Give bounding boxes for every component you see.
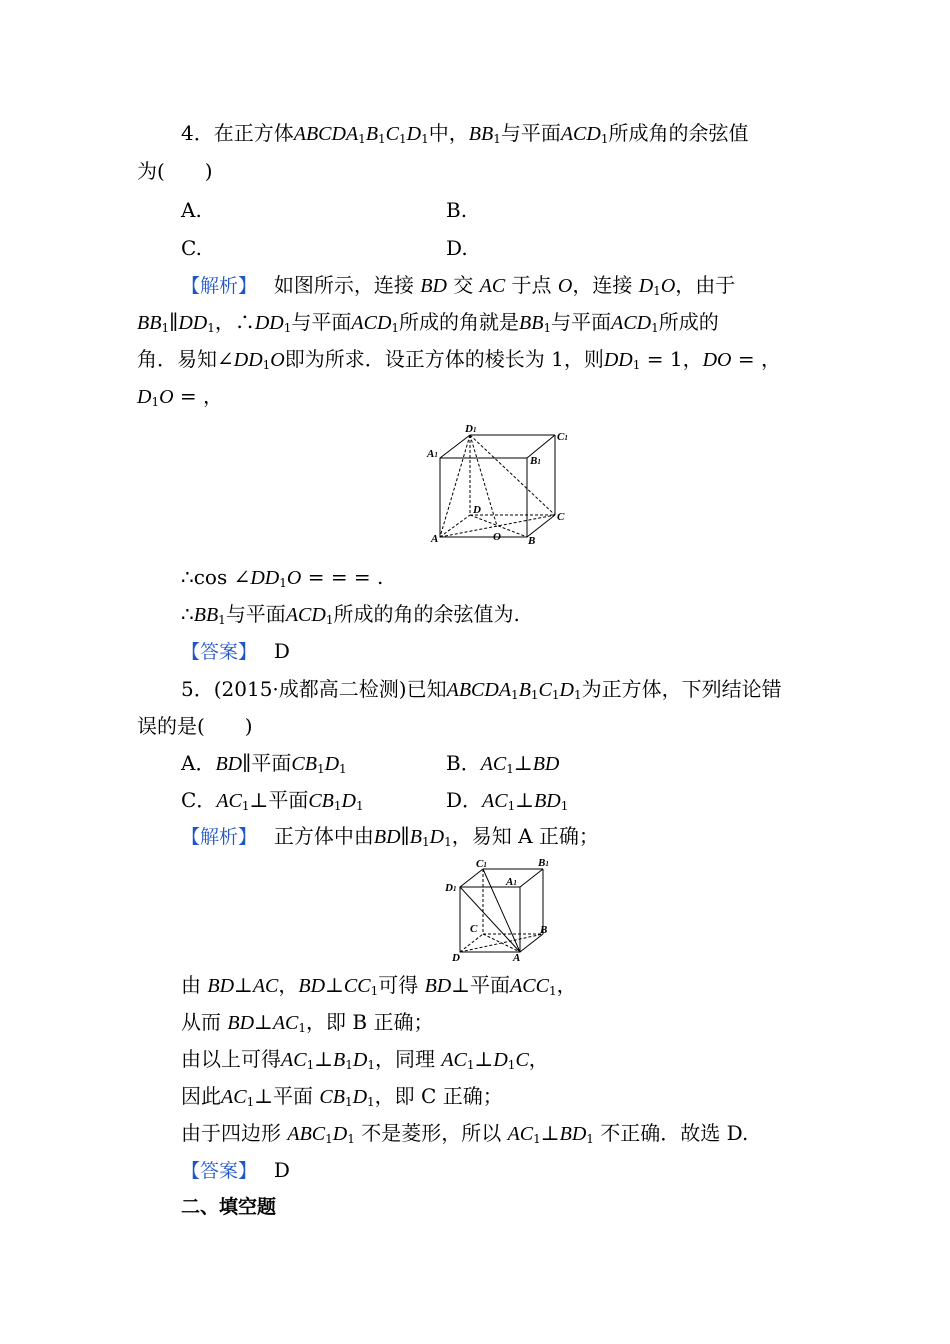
fig1-label-o: O	[493, 531, 501, 543]
fig2-label-b1: B1	[538, 857, 549, 869]
fig2-label-c: C	[470, 923, 478, 935]
fig1-label-b1: B1	[530, 455, 541, 467]
q4-answer: 【答案】 D	[181, 639, 290, 663]
section-heading: 二、填空题	[181, 1196, 277, 1218]
fig2-label-a1: A1	[506, 876, 517, 888]
cube-figure-1	[425, 420, 575, 550]
q4-cos-line: ∴cos $\angle DD_1O$ = = = .	[181, 565, 384, 590]
q4-answer-label: 【答案】	[181, 641, 248, 663]
cube-figure-2	[440, 857, 555, 965]
fig2-label-a: A	[513, 952, 521, 964]
q5-answer-label: 【答案】	[181, 1160, 248, 1182]
q4-analysis-line4: $D_1O$ = ，	[137, 384, 224, 409]
q4-analysis-line2: $BB_1\parallel DD_1$，$\therefore DD_1$与平面$ACD_1$所成的角就是$BB_1$与平面$ACD_1$所成的	[137, 310, 719, 335]
q5-option-a: A．BD∥平面$CB_1D_1$	[181, 751, 347, 776]
q5-step1: 由 BD⊥AC，$BD\perp CC_1$可得 BD⊥平面$ACC_1$，	[181, 973, 577, 998]
q5-step5: 由于四边形 $ABC_1D_1$ 不是菱形，所以 $AC_1\perp BD_1$ 不正确．故选 D.	[181, 1121, 749, 1146]
q4-stem-line2: 为( )	[137, 159, 213, 183]
q4-option-d: D.	[446, 236, 468, 260]
q5-step2: 从而 $BD\perp AC_1$，即 B 正确；	[181, 1010, 434, 1035]
q4-analysis-label: 【解析】	[181, 275, 248, 297]
fig1-label-c1: C1	[557, 431, 568, 443]
q4-analysis-line1: 【解析】 如图所示，连接 BD 交 AC 于点 O，连接 $D_1O$，由于	[181, 273, 736, 298]
fig1-label-d: D	[473, 504, 481, 516]
q4-conclusion: $\therefore BB_1$与平面$ACD_1$所成的角的余弦值为.	[181, 602, 520, 627]
fig2-label-b: B	[540, 924, 548, 936]
fig1-label-c: C	[557, 511, 565, 523]
fig2-label-c1: C1	[476, 858, 487, 870]
fig2-label-d1: D1	[445, 882, 457, 894]
fig1-label-d1: D1	[465, 423, 477, 435]
q4-stem-line1: 4．在正方体$ABCDA_1B_1C_1D_1$中，$BB_1$与平面$ACD_1$所成角的余弦值	[181, 121, 749, 146]
q4-option-c: C.	[181, 236, 202, 260]
q5-option-b: B．$AC_1\perp BD$	[446, 751, 560, 776]
q5-analysis-label: 【解析】	[181, 826, 248, 848]
fig2-label-d: D	[452, 952, 460, 964]
q5-option-d: D．$AC_1\perp BD_1$	[446, 788, 569, 813]
q5-answer: 【答案】 D	[181, 1158, 290, 1182]
fig1-front-face	[440, 458, 527, 537]
q5-stem-line1: 5．(2015·成都高二检测)已知$ABCDA_1B_1C_1D_1$为正方体，下列结论错	[181, 677, 782, 702]
q5-stem-line2: 误的是( )	[137, 714, 253, 738]
fig1-label-a1: A1	[427, 448, 438, 460]
q4-option-a: A.	[181, 198, 202, 222]
q5-step4: 因此$AC_1\perp$平面 $CB_1D_1$，即 C 正确；	[181, 1084, 503, 1109]
q4-analysis-line3: 角．易知$\angle DD_1O$即为所求．设正方体的棱长为 1，则$DD_1 = 1$，DO = ，	[137, 347, 781, 372]
q5-option-c: C．$AC_1\perp$平面$CB_1D_1$	[181, 788, 364, 813]
q5-step3: 由以上可得$AC_1\perp B_1D_1$，同理 $AC_1\perp D_1C$，	[181, 1047, 549, 1072]
fig1-label-b: B	[528, 535, 536, 547]
q5-analysis-line1: 【解析】 正方体中由$BD\parallel B_1D_1$，易知 A 正确；	[181, 824, 599, 849]
q4-option-b: B.	[446, 198, 468, 222]
fig1-label-a: A	[431, 533, 439, 545]
